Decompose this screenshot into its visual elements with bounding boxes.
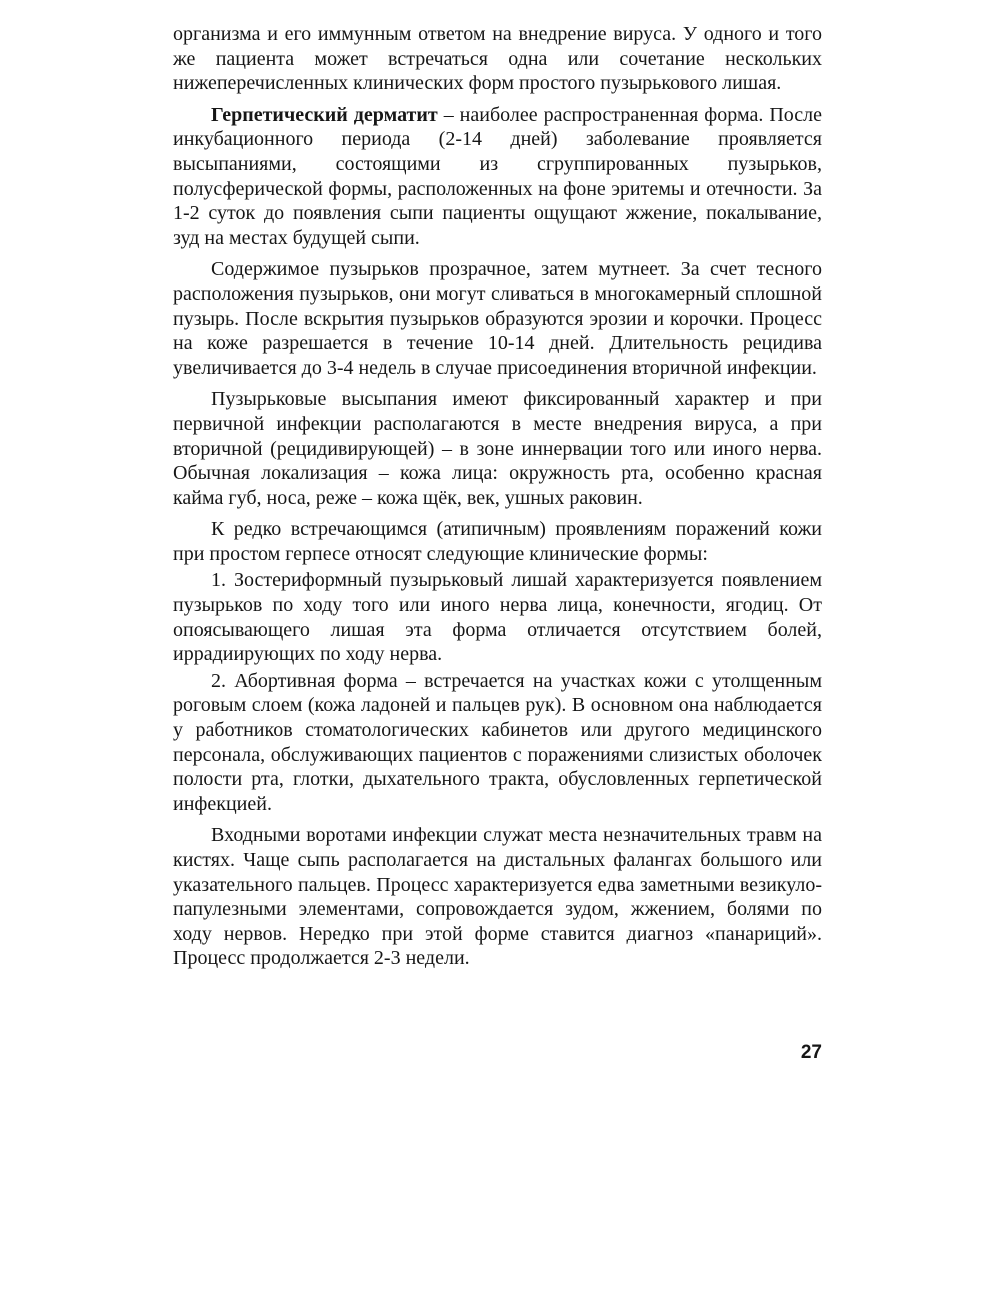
paragraph-herpetic-dermatitis-text: – наиболее распространенная форма. После инкубационного периода (2-14 дней) заболевание проявляется высыпаниями, состоящими из сгруппированных пузырьков, полусферической формы, расположенных на фоне эритемы и отечности. За 1-2 суток до появления сыпи пациенты ощущают жжение, покалывание, зуд на местах будущей сыпи.	[173, 103, 822, 249]
page-body	[173, 22, 822, 971]
paragraph-vesicle-contents: Содержимое пузырьков прозрачное, затем мутнеет. За счет тесного расположения пузырьков, они могут сливаться в многокамерный сплошной пузырь. После вскрытия пузырьков образуются эрозии и корочки. Процесс на коже разрешается в течение 10-14 дней. Длительность рецидива увеличивается до 3-4 недель в случае присоединения вторичной инфекции.	[173, 258, 822, 379]
paragraph-intro-continuation: организма и его иммунным ответом на внедрение вируса. У одного и того же пациента может встречаться одна или сочетание нескольких нижеперечисленных клинических форм простого пузырькового лишая.	[173, 23, 822, 95]
page-number: 27	[800, 1042, 822, 1063]
paragraph-atypical-forms: К редко встречающимся (атипичным) проявлениям поражений кожи при простом герпесе относят следующие клинические формы:	[173, 518, 822, 565]
paragraph-localization: Пузырьковые высыпания имеют фиксированный характер и при первичной инфекции располагаются в месте внедрения вируса, а при вторичной (рецидивирующей) – в зоне иннервации того или иного нерва. Обычная локализация – кожа лица: окружность рта, особенно красная кайма губ, носа, реже – кожа щёк, век, ушных раковин.	[173, 388, 822, 509]
paragraph-herpetic-dermatitis	[173, 103, 822, 251]
term-herpetic-dermatitis: Герпетический дерматит	[211, 103, 438, 126]
paragraph-entry-gates: Входными воротами инфекции служат места незначительных травм на кистях. Чаще сыпь располагается на дистальных фалангах большого или указательного пальцев. Процесс характеризуется едва заметными везикуло-папулезными элементами, сопровождается зудом, жжением, болями по ходу нервов. Нередко при этой форме ставится диагноз «панариций». Процесс продолжается 2-3 недели.	[173, 824, 822, 970]
paragraph-abortive-form: 2. Абортивная форма – встречается на участках кожи с утолщенным роговым слоем (кожа ладоней и пальцев рук). В основном она наблюдается у работников стоматологических кабинетов или другого медицинского персонала, обслуживающих пациентов с поражениями слизистых оболочек полости рта, глотки, дыхательного тракта, обусловленных герпетической инфекцией.	[173, 669, 822, 815]
paragraph-zosteriform: 1. Зостериформный пузырьковый лишай характеризуется появлением пузырьков по ходу того или иного нерва лица, конечности, ягодиц. От опоясывающего лишая эта форма отличается отсутствием болей, иррадиирующих по ходу нерва.	[173, 569, 822, 666]
